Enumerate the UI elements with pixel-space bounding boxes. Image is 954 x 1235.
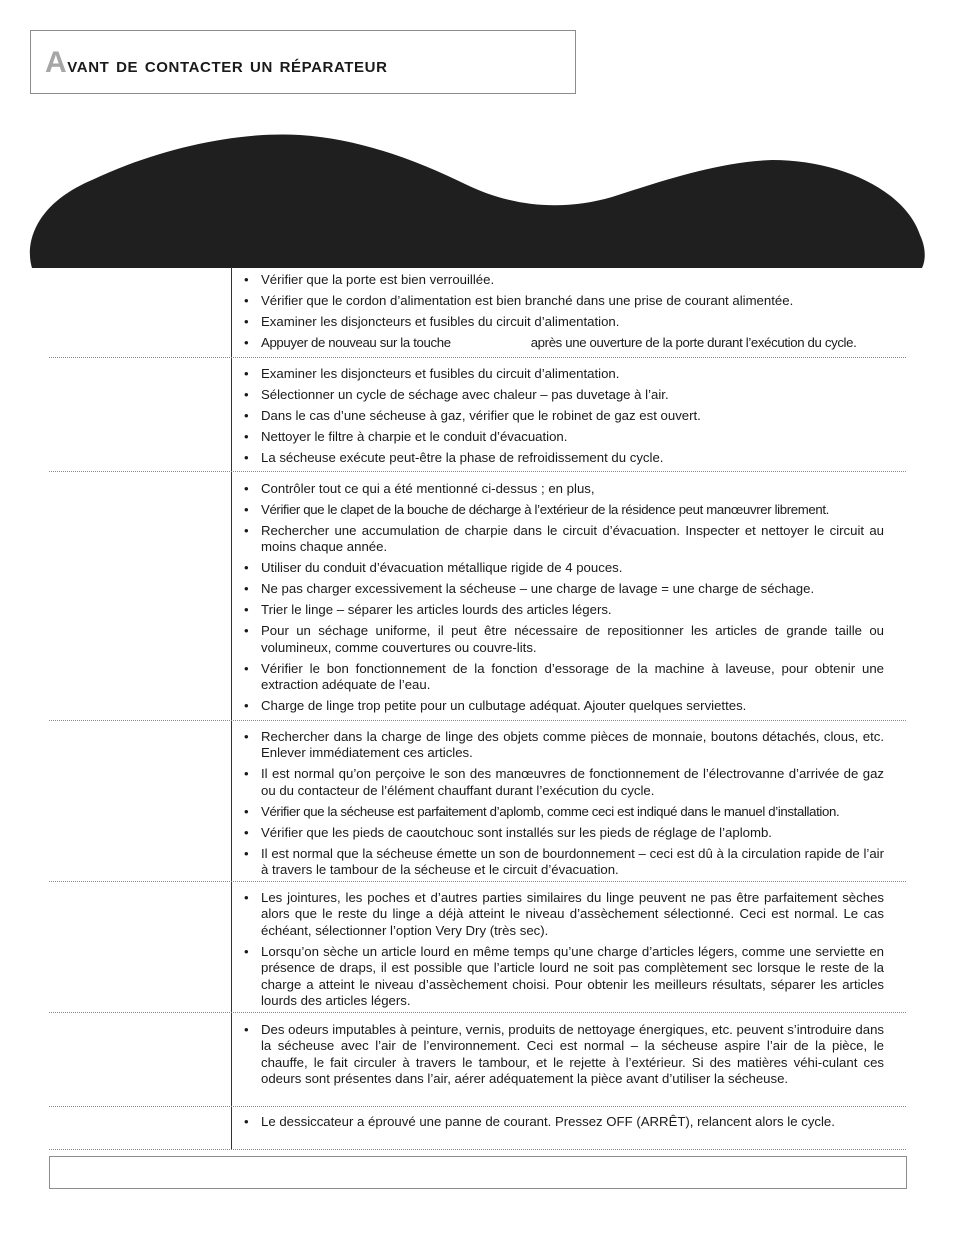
- page-title-rest: vant de contacter un réparateur: [67, 52, 388, 77]
- list-item: • La sécheuse exécute peut-être la phase de refroidissement du cycle.: [244, 450, 884, 466]
- column-divider: [231, 267, 232, 1150]
- list-item: • Le dessiccateur a éprouvé une panne de courant. Pressez OFF (ARRÊT), relancent alors le cycle.: [244, 1114, 884, 1130]
- list-item-text-before: Appuyer de nouveau sur la touche: [261, 335, 451, 350]
- section-separator: [49, 1012, 906, 1013]
- list-item-text-after: après une ouverture de la porte durant l’exécution du cycle.: [530, 335, 857, 350]
- list-item: • Il est normal que la sécheuse émette un son de bourdonnement – ceci est dû à la circulation rapide de l’air à travers le tambour de la sécheuse et le circuit d’évacuation.: [244, 846, 884, 879]
- list-item: • Nettoyer le filtre à charpie et le conduit d’évacuation.: [244, 429, 884, 445]
- section-5: [244, 890, 884, 1014]
- list-item: • Il est normal qu’on perçoive le son des manœuvres de fonctionnement de l’électrovanne d’arrivée de gaz ou du contacteur de l’élément chauffant durant l’exécution du cycle.: [244, 766, 884, 799]
- list-item: • Trier le linge – séparer les articles lourds des articles légers.: [244, 602, 884, 618]
- list-item: • Sélectionner un cycle de séchage avec chaleur – pas duvetage à l’air.: [244, 387, 884, 403]
- section-separator: [49, 357, 906, 358]
- list-item: • Rechercher une accumulation de charpie dans le circuit d’évacuation. Inspecter et nettoyer le circuit au moins chaque année.: [244, 523, 884, 556]
- section-2: [244, 366, 884, 471]
- page-title: [45, 46, 388, 80]
- list-item: • Vérifier que la sécheuse est parfaitement d’aplomb, comme ceci est indiqué dans le manuel d’installation.: [244, 804, 884, 820]
- list-item: • Vérifier que les pieds de caoutchouc sont installés sur les pieds de réglage de l’aplomb.: [244, 825, 884, 841]
- section-separator: [49, 1149, 906, 1150]
- list-item: • Rechercher dans la charge de linge des objets comme pièces de monnaie, boutons détachés, clous, etc. Enlever immédiatement ces articles.: [244, 729, 884, 762]
- list-item: • Ne pas charger excessivement la sécheuse – une charge de lavage = une charge de séchage.: [244, 581, 884, 597]
- list-item: • Les jointures, les poches et d’autres parties similaires du linge peuvent ne pas être parfaitement sèches alors que le reste du linge a déjà atteint le niveau d’assèchement sélectionné. Ceci est normal. Le cas échéant, sélectionner l’option Very Dry (très sec).: [244, 890, 884, 939]
- section-6: [244, 1022, 884, 1092]
- list-item: • Examiner les disjoncteurs et fusibles du circuit d’alimentation.: [244, 366, 884, 382]
- list-item: • Lorsqu’on sèche un article lourd en même temps qu’une charge d’articles légers, comme une serviette en présence de draps, il est possible que l’article lourd ne soit pas complètement sec lorsque le reste de la charge a atteint le niveau d’assèchement choisi. Pour obtenir les meilleurs résultats, séparer les articles lourds des articles légers.: [244, 944, 884, 1010]
- section-4: [244, 729, 884, 883]
- list-item: • Des odeurs imputables à peinture, vernis, produits de nettoyage énergiques, etc. peuvent s’introduire dans la sécheuse avec l’air de l’environnement. Ceci est normal – la sécheuse aspire l’air de la pièce, le chauffe, le fait circuler à travers le tambour, et le rejette à l’extérieur. Si des matières véhi-culant ces odeurs sont présentes dans l’air, aérer adéquatement la pièce avant d’utiliser la sécheuse.: [244, 1022, 884, 1088]
- list-item: • Vérifier que la porte est bien verrouillée.: [244, 272, 884, 288]
- list-item: • Dans le cas d’une sécheuse à gaz, vérifier que le robinet de gaz est ouvert.: [244, 408, 884, 424]
- page-title-initial: A: [45, 46, 68, 79]
- footer-box: [49, 1156, 907, 1189]
- section-1: [244, 272, 884, 356]
- list-item: • Vérifier que le cordon d’alimentation est bien branché dans une prise de courant alimentée.: [244, 293, 884, 309]
- list-item: • Contrôler tout ce qui a été mentionné ci-dessus ; en plus,: [244, 481, 884, 497]
- list-item: [244, 335, 884, 351]
- list-item: • Vérifier le bon fonctionnement de la fonction d’essorage de la machine à laveuse, pour obtenir une extraction adéquate de l’eau.: [244, 661, 884, 694]
- section-separator: [49, 720, 906, 721]
- list-item: • Vérifier que le clapet de la bouche de décharge à l’extérieur de la résidence peut manœuvrer librement.: [244, 502, 884, 518]
- section-separator: [49, 1106, 906, 1107]
- section-3: [244, 481, 884, 719]
- list-item: • Charge de linge trop petite pour un culbutage adéquat. Ajouter quelques serviettes.: [244, 698, 884, 714]
- list-item: • Pour un séchage uniforme, il peut être nécessaire de repositionner les articles de grande taille ou volumineux, comme couvertures ou couvre-lits.: [244, 623, 884, 656]
- section-separator: [49, 471, 906, 472]
- list-item: • Utiliser du conduit d’évacuation métallique rigide de 4 pouces.: [244, 560, 884, 576]
- section-7: [244, 1114, 884, 1135]
- section-separator: [49, 881, 906, 882]
- list-item: • Examiner les disjoncteurs et fusibles du circuit d’alimentation.: [244, 314, 884, 330]
- page-title-box: [30, 30, 576, 94]
